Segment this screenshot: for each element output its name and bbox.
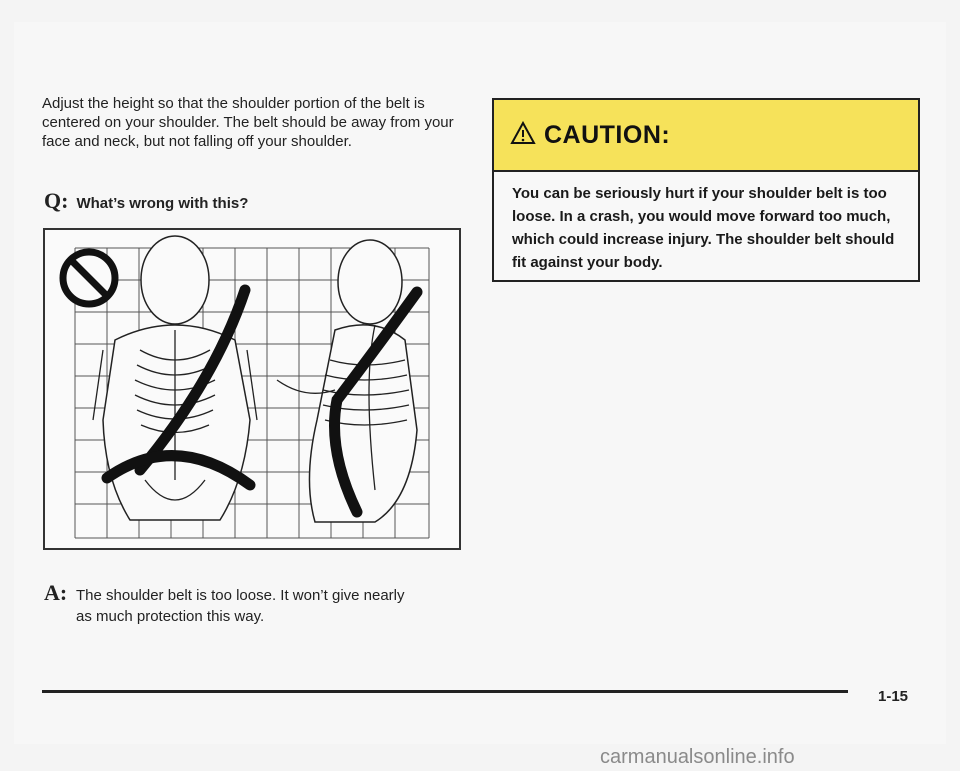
question-text: What’s wrong with this? (76, 195, 249, 212)
answer-line-2: as much protection this way. (76, 608, 265, 625)
caution-title: CAUTION: (544, 120, 671, 149)
answer-line-1: The shoulder belt is too loose. It won’t give nearly (76, 587, 405, 604)
answer-letter: A: (44, 580, 68, 605)
warning-triangle-icon (510, 121, 536, 150)
question-line (44, 188, 248, 214)
seat-belt-illustration (43, 228, 461, 550)
answer-block (44, 582, 464, 627)
intro-paragraph: Adjust the height so that the shoulder portion of the belt is centered on your shoulder. The belt should be away from your face and neck, but not falling off your shoulder. (42, 95, 454, 150)
caution-header (494, 100, 918, 172)
caution-box (492, 98, 920, 282)
skeleton-drawing (45, 230, 459, 548)
question-letter: Q: (44, 188, 69, 213)
watermark: carmanualsonline.info (600, 746, 795, 768)
prohibited-icon (63, 252, 115, 304)
page-number: 1-15 (878, 688, 909, 705)
footer-rule (42, 690, 848, 693)
caution-body: You can be seriously hurt if your shoulder belt is too loose. In a crash, you would move forward too much, which could increase injury. The shoulder belt should fit against your body. (512, 185, 895, 271)
